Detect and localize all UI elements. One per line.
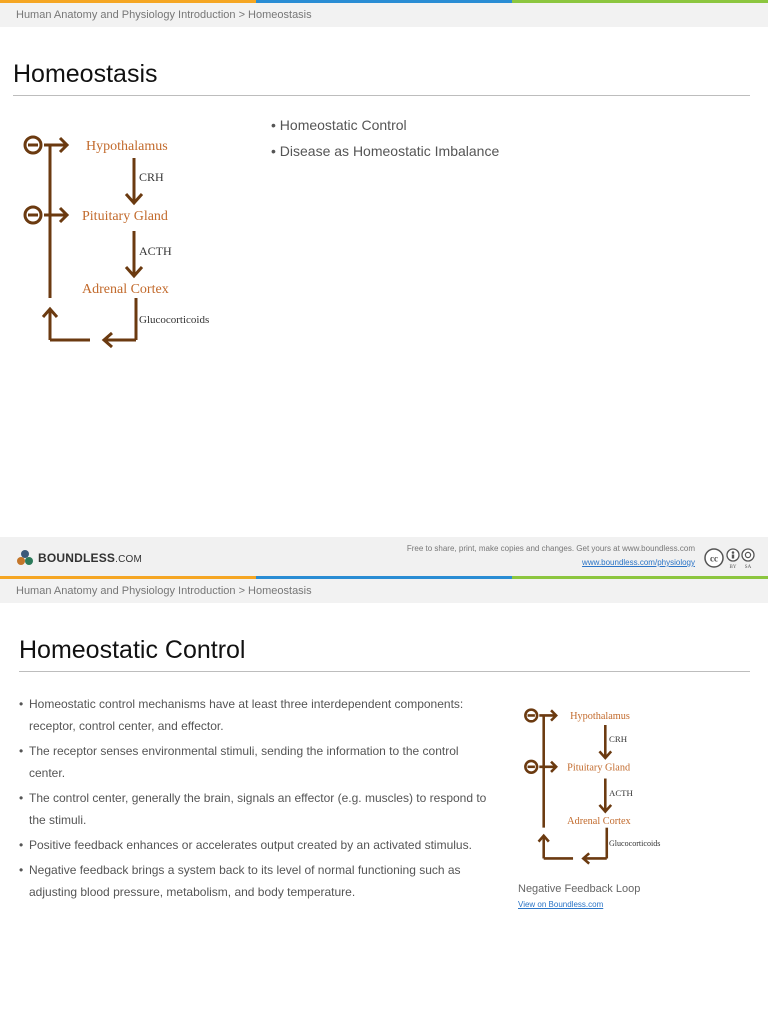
title-divider [13,95,750,96]
footer-link[interactable]: www.boundless.com/physiology [582,558,695,567]
node-pituitary-gland: Pituitary Gland [567,762,631,774]
breadcrumb: Human Anatomy and Physiology Introduction > Homeostasis [0,3,768,27]
signal-glucocorticoids: Glucocorticoids [608,839,661,848]
topic-list [271,116,499,168]
cc-icon [705,549,723,567]
svg-text:cc: cc [710,553,718,564]
node-adrenal-cortex: Adrenal Cortex [82,282,169,297]
node-adrenal-cortex: Adrenal Cortex [567,816,631,827]
negative-feedback-diagram [22,128,237,353]
title-divider-2 [19,671,750,672]
list-item: • Homeostatic Control [271,117,407,133]
sa-icon [742,549,754,569]
by-icon [727,549,739,569]
license-note: Free to share, print, make copies and changes. Get yours at www.boundless.com [406,544,695,553]
page-title: Homeostasis [13,60,158,88]
content-list [19,693,494,906]
signal-glucocorticoids: Glucocorticoids [139,314,210,326]
list-item: • Disease as Homeostatic Imbalance [271,143,500,159]
footer [0,537,768,577]
signal-crh: CRH [608,733,628,744]
view-on-boundless-link[interactable]: View on Boundless.com [518,900,604,909]
breadcrumb-2: Human Anatomy and Physiology Introduction > Homeostasis [0,579,768,603]
boundless-logo-icon [16,549,34,567]
list-item: • Positive feedback enhances or accelerates output created by an activated stimulus. [19,838,472,852]
logo-text: BOUNDLESS.COM [38,551,143,565]
signal-crh: CRH [139,170,164,184]
list-item: • The receptor senses environmental stimuli, sending the information to the control center. [19,744,459,780]
signal-acth: ACTH [139,244,172,258]
cc-license-icons[interactable] [704,547,756,569]
negative-feedback-diagram-small[interactable] [522,703,682,868]
page-title-2: Homeostatic Control [19,636,246,664]
svg-text:SA: SA [744,565,752,569]
node-hypothalamus: Hypothalamus [570,711,630,723]
node-hypothalamus: Hypothalamus [86,139,168,154]
figure-caption: Negative Feedback Loop [518,883,641,895]
list-item: • Homeostatic control mechanisms have at least three interdependent components: receptor, control center, and effector. [19,697,464,733]
list-item: • Negative feedback brings a system back to its level of normal functioning such as adjusting blood pressure, metabolism, and body temperature. [19,863,461,899]
signal-acth: ACTH [608,788,633,799]
node-pituitary-gland: Pituitary Gland [82,209,168,224]
boundless-logo[interactable] [16,549,142,567]
svg-text:BY: BY [729,565,737,569]
list-item: • The control center, generally the brain, signals an effector (e.g. muscles) to respond to the stimuli. [19,791,487,827]
